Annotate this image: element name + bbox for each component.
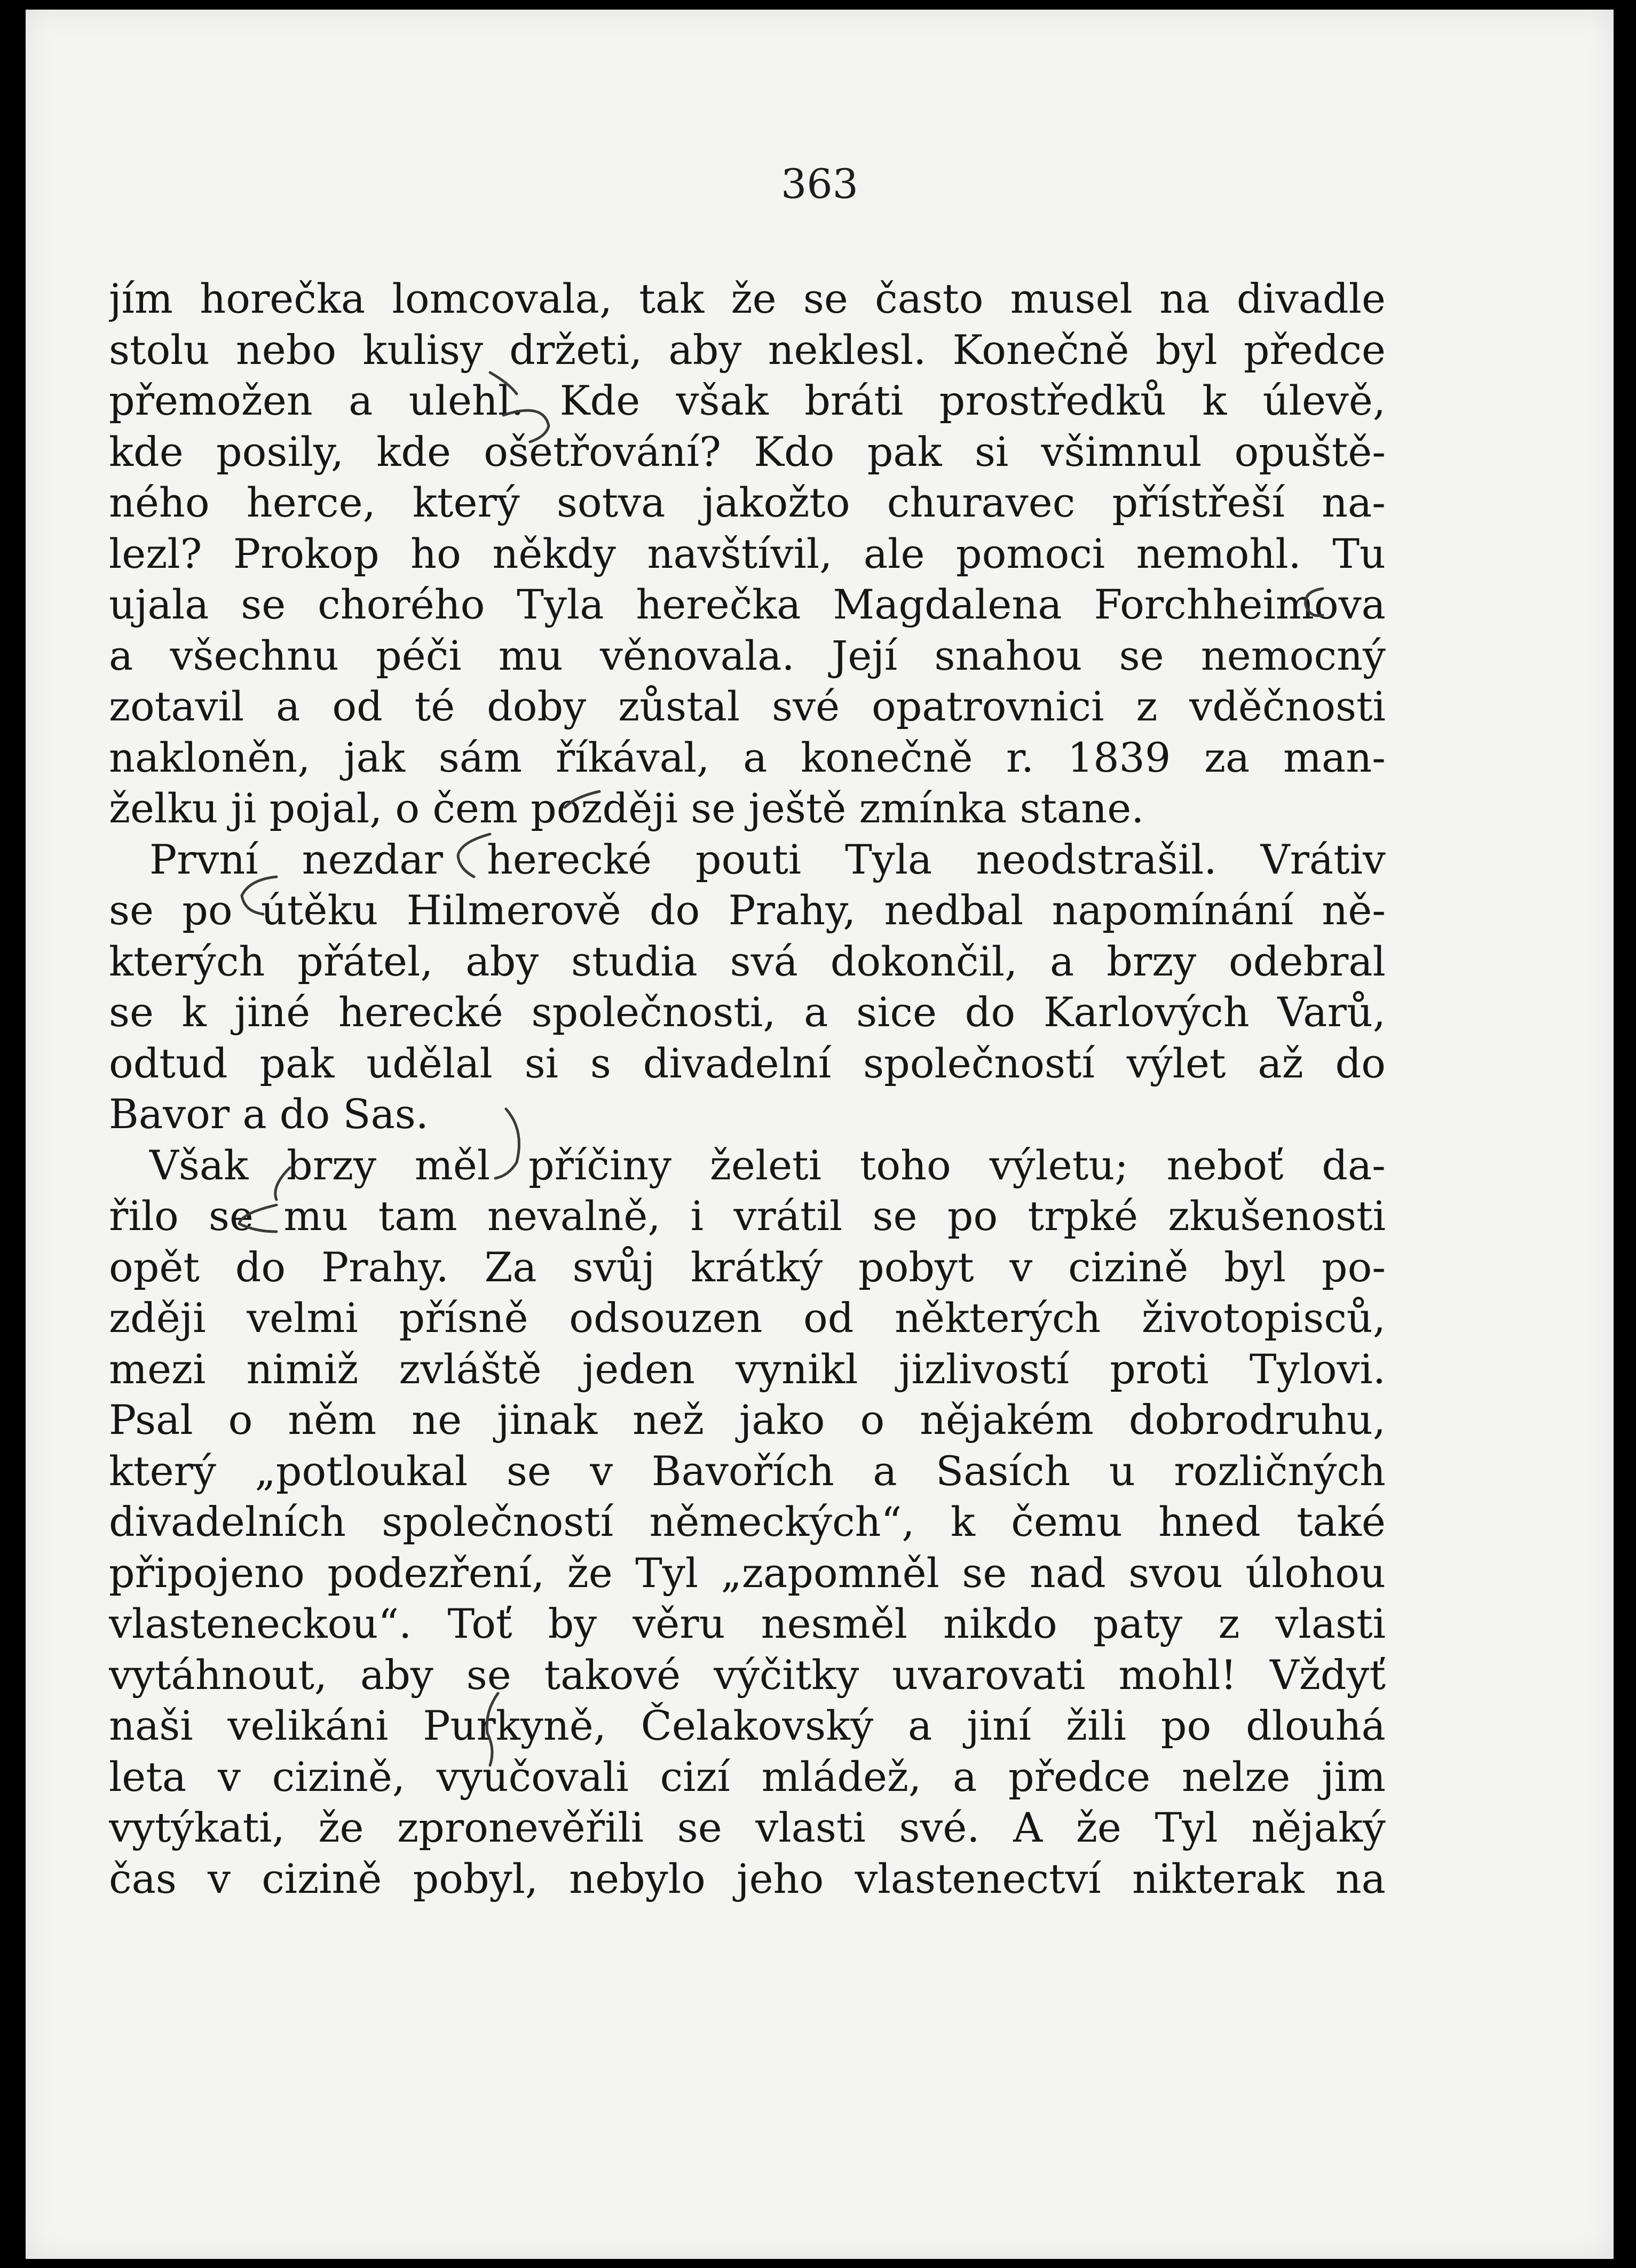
text-line: Psal o něm ne jinak než jako o nějakém dobrodruhu,: [109, 1396, 1386, 1444]
text-line: čas v cizině pobyl, nebylo jeho vlastenectví nikterak na: [109, 1854, 1386, 1902]
text-line: Bavor a do Sas.: [109, 1090, 429, 1138]
text-line: divadelních společností německých“, k čemu hned také: [109, 1498, 1386, 1545]
text-line: ného herce, který sotva jakožto churavec přístřeší na-: [109, 479, 1386, 526]
body-text: [109, 273, 1386, 1904]
text-line: opět do Prahy. Za svůj krátký pobyt v cizině byl po-: [109, 1243, 1386, 1291]
text-line: odtud pak udělal si s divadelní společností výlet až do: [109, 1039, 1386, 1087]
text-line: zotavil a od té doby zůstal své opatrovnici z vděčnosti: [109, 683, 1386, 730]
text-line: naši velikáni Purkyně, Čelakovský a jiní žili po dlouhá: [109, 1702, 1386, 1749]
text-line: nakloněn, jak sám říkával, a konečně r. 1839 za man-: [109, 733, 1386, 781]
text-line: stolu nebo kulisy držeti, aby neklesl. Konečně byl předce: [109, 326, 1386, 374]
text-line: ujala se chorého Tyla herečka Magdalena Forchheimova: [109, 581, 1386, 628]
text-line: přemožen a ulehl. Kde však bráti prostředků k úlevě,: [109, 377, 1386, 424]
text-line: připojeno podezření, že Tyl „zapomněl se nad svou úlohou: [109, 1549, 1386, 1597]
text-line: vytýkati, že zpronevěřili se vlasti své. A že Tyl nějaký: [109, 1804, 1386, 1851]
text-line: kde posily, kde ošetřování? Kdo pak si všimnul opuště-: [109, 427, 1386, 475]
text-line: leta v cizině, vyučovali cizí mládež, a předce nelze jim: [109, 1752, 1386, 1801]
page-number: 363: [780, 160, 859, 208]
book-page: [26, 10, 1614, 2259]
text-line: mezi nimiž zvláště jeden vynikl jizlivostí proti Tylovi.: [109, 1345, 1386, 1393]
text-line: želku ji pojal, o čem později se ještě zmínka stane.: [109, 784, 1144, 832]
text-line: vlasteneckou“. Toť by věru nesměl nikdo paty z vlasti: [109, 1600, 1386, 1647]
text-line: se k jiné herecké společnosti, a sice do Karlových Varů,: [109, 988, 1386, 1036]
text-line: První nezdar herecké pouti Tyla neodstrašil. Vrátiv: [149, 835, 1386, 883]
text-line: kterých přátel, aby studia svá dokončil, a brzy odebral: [109, 937, 1386, 985]
text-line: vytáhnout, aby se takové výčitky uvarovati mohl! Vždyť: [109, 1651, 1386, 1699]
text-line: lezl? Prokop ho někdy navštívil, ale pomoci nemohl. Tu: [109, 529, 1386, 577]
text-line: se po útěku Hilmerově do Prahy, nedbal napomínání ně-: [109, 886, 1386, 934]
text-line: jím horečka lomcovala, tak že se často musel na divadle: [109, 275, 1386, 322]
text-line: a všechnu péči mu věnovala. Její snahou se nemocný: [109, 631, 1386, 679]
text-line: zději velmi přísně odsouzen od některých životopisců,: [109, 1294, 1386, 1342]
text-line: který „potloukal se v Bavořích a Sasích u rozličných: [109, 1447, 1386, 1495]
text-line: řilo se mu tam nevalně, i vrátil se po trpké zkušenosti: [109, 1192, 1386, 1240]
text-line: Však brzy měl příčiny želeti toho výletu; neboť da-: [149, 1141, 1386, 1189]
